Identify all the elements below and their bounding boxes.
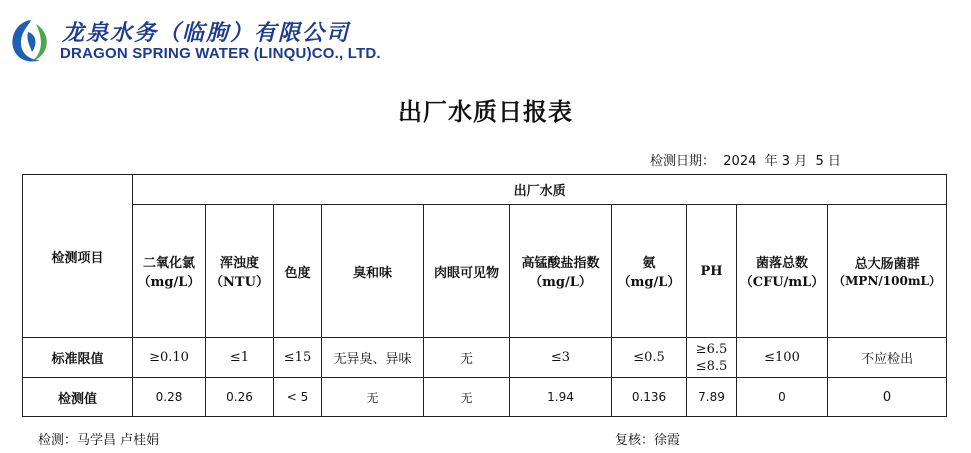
column-name: 菌落总数: [755, 256, 808, 271]
company-logo: [6, 16, 56, 66]
date-day: 5: [815, 154, 824, 169]
column-name: PH: [700, 263, 723, 279]
column-name: 高锰酸盐指数: [521, 256, 600, 271]
standard-value: ≥0.10: [133, 338, 206, 378]
company-name-en: DRAGON SPRING WATER (LINQU)CO., LTD.: [60, 45, 381, 62]
row-label: 标准限值: [23, 338, 133, 378]
measured-value: 1.94: [510, 378, 612, 417]
inspector-label: 检测：: [38, 433, 78, 448]
date-day-unit: 日: [827, 154, 841, 169]
measured-value: 7.89: [687, 378, 737, 417]
column-header: [274, 205, 322, 338]
reviewer-name: 徐霞: [654, 433, 681, 448]
date-year-unit: 年: [764, 154, 778, 169]
date-month: 3: [781, 154, 791, 169]
measured-value: 0.26: [206, 378, 274, 417]
column-name: 二氧化氯: [142, 256, 195, 271]
company-name-cn: 龙泉水务（临朐）有限公司: [62, 20, 351, 46]
date-label: 检测日期：: [650, 154, 716, 169]
column-header: [687, 205, 737, 338]
column-name: 臭和味: [352, 265, 392, 281]
column-header: [737, 205, 828, 338]
standard-value: ≥6.5 ≤8.5: [687, 338, 737, 378]
column-header: [510, 205, 612, 338]
measured-value: 无: [424, 378, 510, 417]
column-name: 总大肠菌群: [854, 257, 920, 272]
inspector-signature: [38, 429, 159, 448]
date-month-unit: 月: [794, 154, 808, 169]
column-unit: （mg/L）: [617, 275, 681, 290]
standard-value: ≤3: [510, 338, 612, 378]
water-quality-table: [22, 174, 947, 417]
standard-value: ≤15: [274, 338, 322, 378]
measured-value: 0.28: [133, 378, 206, 417]
row-label: 检测值: [23, 378, 133, 417]
column-unit: （mg/L）: [137, 275, 201, 290]
column-name: 浑浊度: [219, 256, 259, 271]
standard-value: 无: [424, 338, 510, 378]
standard-value: ≤1: [206, 338, 274, 378]
column-header: [322, 205, 424, 338]
inspection-date: [650, 150, 841, 169]
reviewer-signature: [615, 429, 680, 448]
column-header: [828, 205, 947, 338]
column-header: [133, 205, 206, 338]
inspector-names: 马学昌 卢桂娟: [77, 433, 160, 448]
standard-value: 无异臭、异味: [322, 338, 424, 378]
measured-value: 0: [828, 378, 947, 417]
measured-value: < 5: [274, 378, 322, 417]
corner-cell: 检测项目: [23, 175, 133, 338]
standard-value: ≤100: [737, 338, 828, 378]
column-unit: （CFU/mL）: [739, 275, 825, 290]
measured-value: 无: [322, 378, 424, 417]
column-header: [206, 205, 274, 338]
table-row: [23, 378, 947, 417]
measured-value: 0: [737, 378, 828, 417]
date-year: 2024: [723, 154, 757, 169]
report-title: 出厂水质日报表: [398, 97, 573, 126]
column-header: [424, 205, 510, 338]
column-header: [612, 205, 687, 338]
column-name: 肉眼可见物: [433, 265, 499, 281]
table-row: [23, 338, 947, 378]
reviewer-label: 复核：: [615, 433, 655, 448]
column-name: 色度: [284, 265, 311, 281]
standard-value: ≤0.5: [612, 338, 687, 378]
column-unit: （MPN/100mL）: [833, 274, 941, 288]
column-unit: （mg/L）: [529, 275, 592, 290]
column-unit: （NTU）: [210, 275, 269, 290]
column-name: 氨: [642, 256, 656, 271]
standard-value: 不应检出: [828, 338, 947, 378]
group-header: 出厂水质: [133, 175, 947, 205]
measured-value: 0.136: [612, 378, 687, 417]
